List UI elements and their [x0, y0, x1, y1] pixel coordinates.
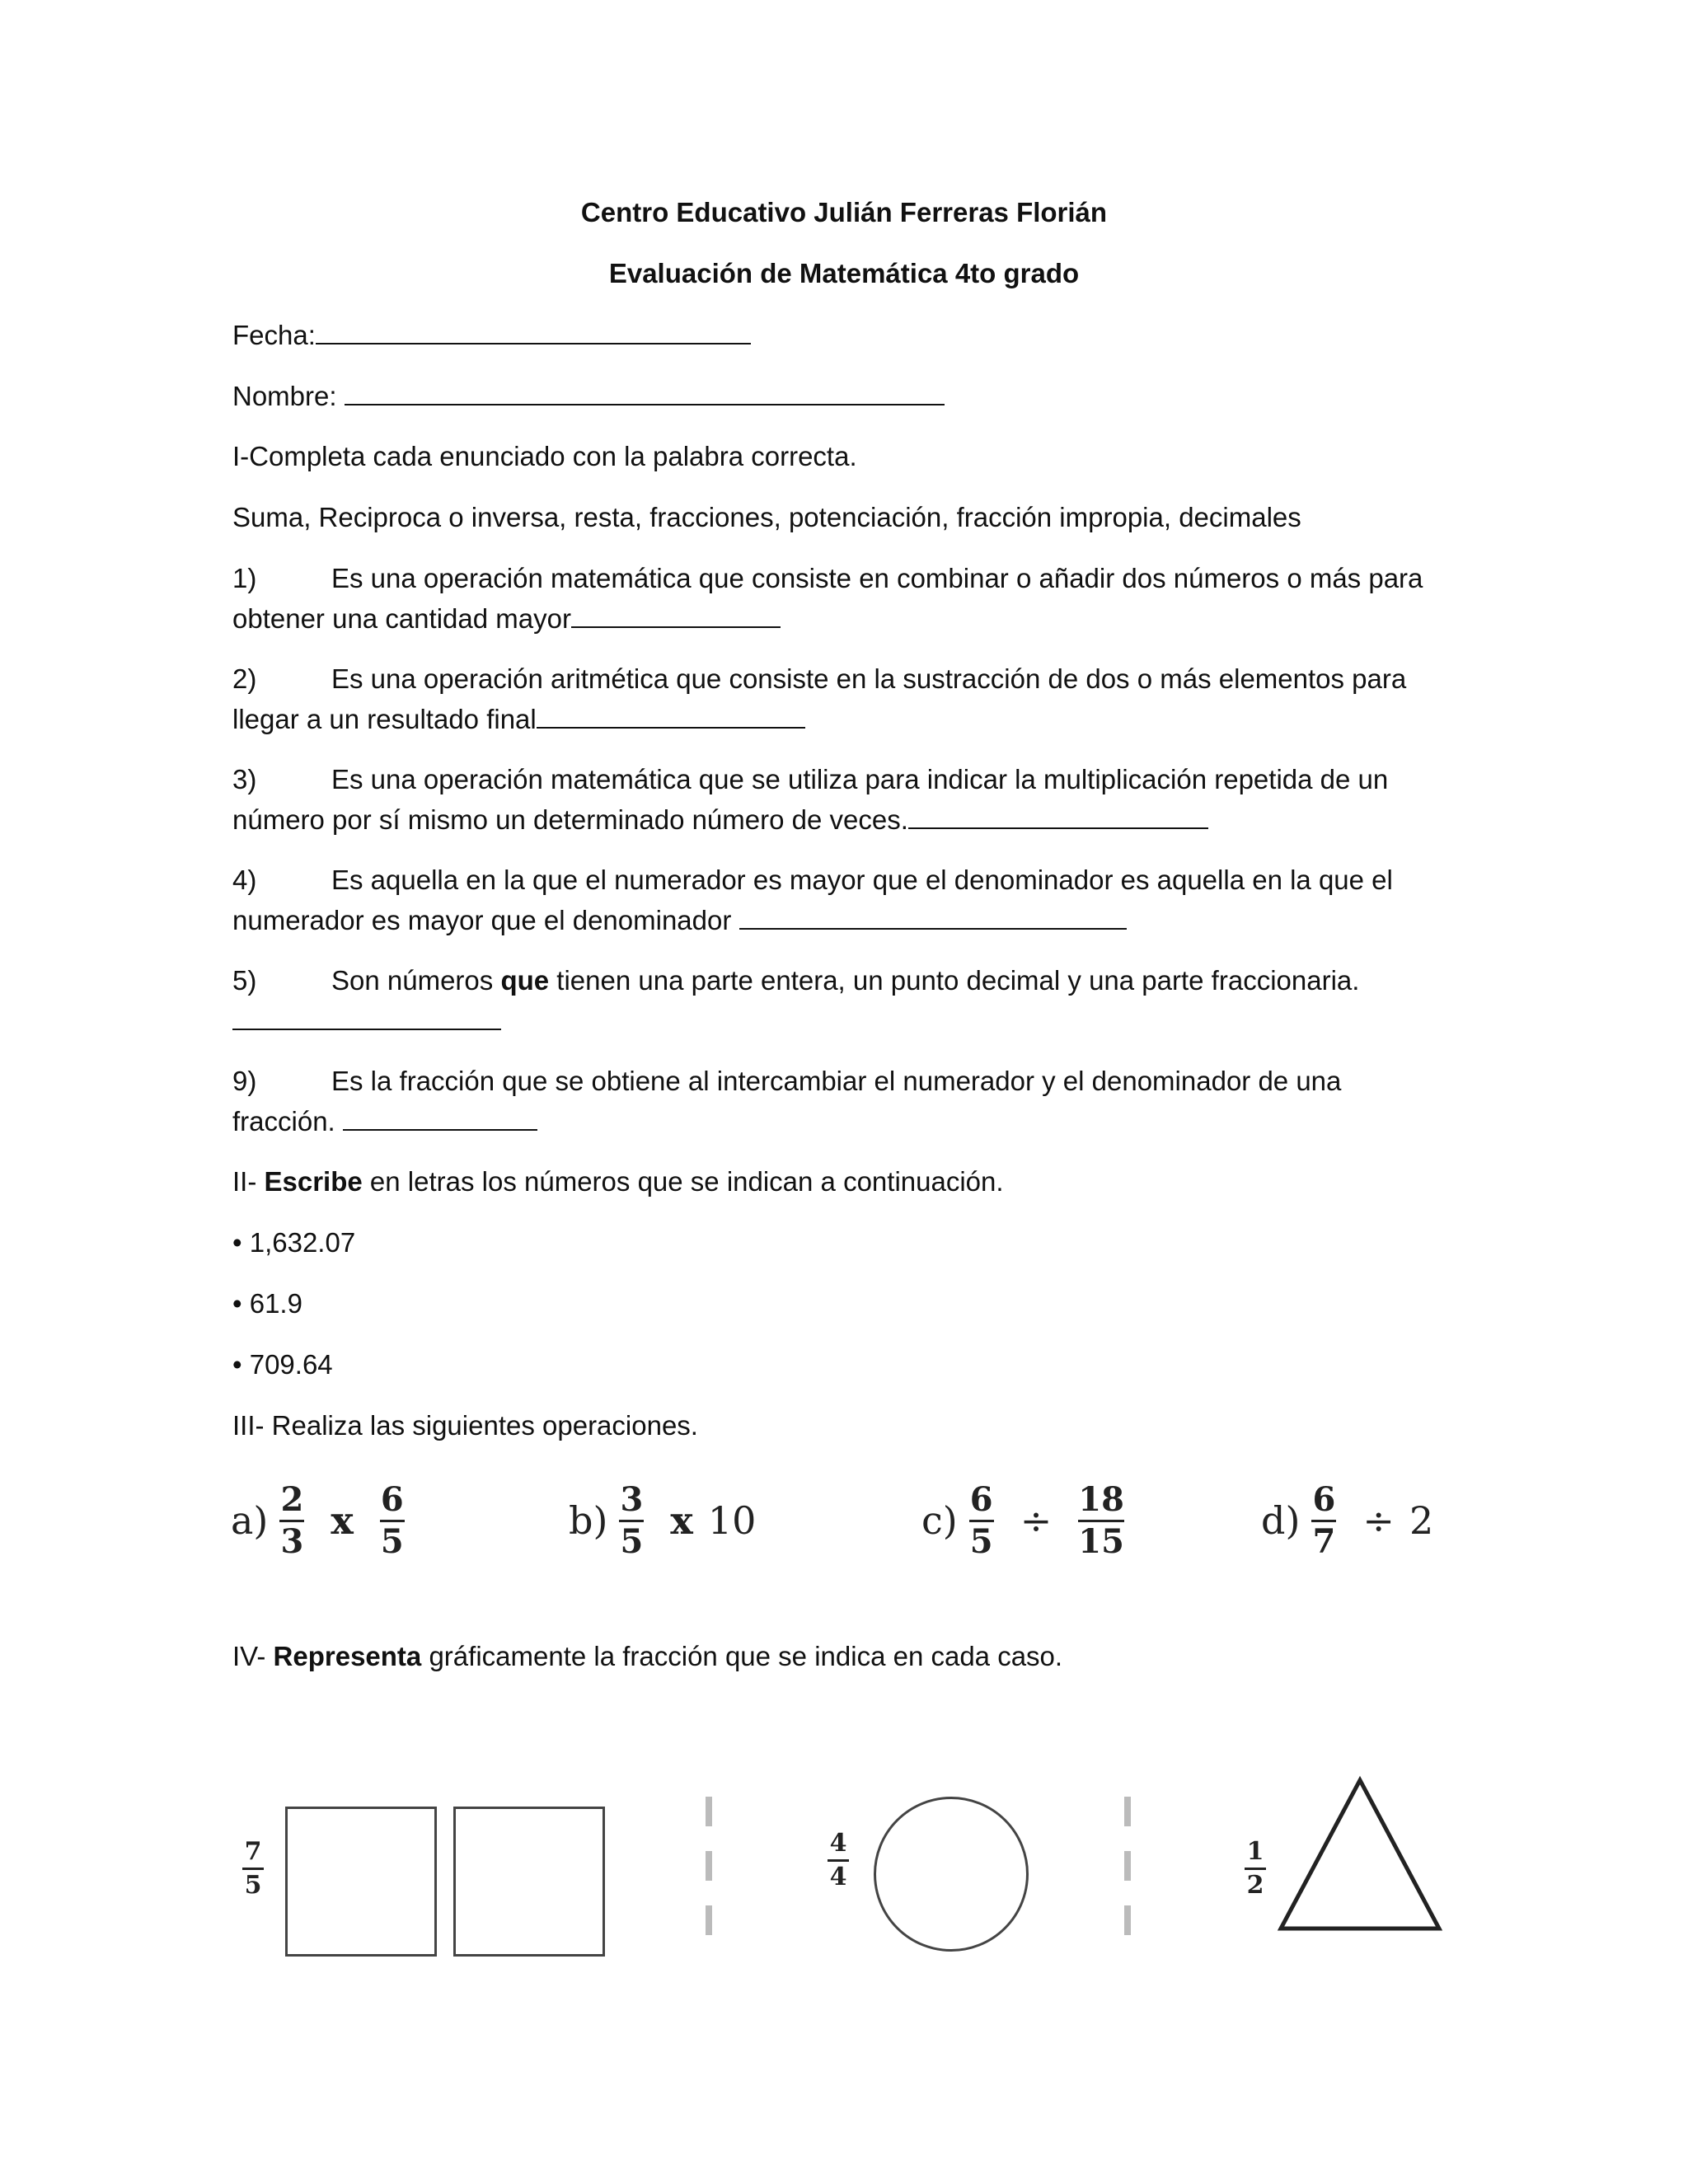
- operation-c-frac2: [1078, 1479, 1124, 1561]
- square-shape-2[interactable]: [453, 1807, 605, 1957]
- section2-title: [232, 1162, 1004, 1202]
- numerator: 3: [620, 1479, 644, 1519]
- number-item-3: • 709.64: [232, 1349, 333, 1380]
- item-4-line2: [232, 900, 1127, 940]
- operation-c-op: ÷: [1020, 1498, 1053, 1543]
- numerator: 2: [280, 1479, 304, 1519]
- item-2-text: Es una operación aritmética que consiste en la sustracción de dos o más elementos para: [331, 663, 1407, 694]
- item-2-line2: [232, 699, 805, 739]
- section3-title: III- Realiza las siguientes operaciones.: [232, 1410, 698, 1441]
- numerator: 6: [380, 1479, 404, 1519]
- operation-b: [569, 1467, 756, 1574]
- numerator: 4: [829, 1829, 847, 1858]
- separator-dash: [1124, 1851, 1131, 1881]
- item-5-blank[interactable]: [232, 1001, 501, 1030]
- denominator: 4: [829, 1863, 847, 1891]
- section2-bold: Escribe: [264, 1166, 363, 1197]
- numerator: 1: [1246, 1837, 1264, 1866]
- operation-c-frac1: [969, 1479, 994, 1561]
- item-2-blank[interactable]: [537, 699, 805, 729]
- operation-a: [231, 1467, 416, 1574]
- item-4-text: Es aquella en la que el numerador es mayor que el denominador es aquella en la que el: [331, 865, 1393, 895]
- operation-a-label: a): [231, 1498, 269, 1543]
- section1-title: I-Completa cada enunciado con la palabra correcta.: [232, 441, 857, 471]
- item-1-blank[interactable]: [571, 598, 781, 628]
- item-3-text2: número por sí mismo un determinado número de veces.: [232, 804, 908, 835]
- numerator: 18: [1078, 1479, 1124, 1519]
- denominator: 7: [1312, 1521, 1336, 1561]
- item-4-text2: numerador es mayor que el denominador: [232, 905, 739, 935]
- section4-rest: gráficamente la fracción que se indica en cada caso.: [421, 1641, 1063, 1671]
- shapes-area: [231, 1772, 1467, 1986]
- nombre-label: Nombre:: [232, 381, 345, 411]
- item-1-number: 1): [232, 563, 257, 593]
- word-bank: Suma, Reciproca o inversa, resta, fracciones, potenciación, fracción impropia, decimales: [232, 502, 1301, 532]
- item-9-line2: [232, 1101, 537, 1141]
- item-2-number: 2): [232, 663, 257, 694]
- item-4-number: 4): [232, 865, 257, 895]
- shape-fraction-2: [828, 1830, 849, 1891]
- page-title: Evaluación de Matemática 4to grado: [608, 258, 1080, 288]
- fecha-label: Fecha:: [232, 320, 316, 350]
- item-9-line1: [232, 1062, 1341, 1101]
- operation-b-whole: 10: [707, 1498, 757, 1543]
- operation-b-label: b): [569, 1498, 608, 1543]
- section4-prefix: IV-: [232, 1641, 274, 1671]
- numerator: 7: [244, 1837, 262, 1866]
- numerator: 6: [969, 1479, 993, 1519]
- separator-dash: [706, 1905, 712, 1935]
- separator-dash: [1124, 1797, 1131, 1826]
- item-9-number: 9): [232, 1066, 257, 1096]
- item-3-text: Es una operación matemática que se utiliza para indicar la multiplicación repetida de un: [331, 764, 1389, 794]
- operation-a-op: x: [331, 1498, 354, 1543]
- section4-bold: Representa: [273, 1641, 422, 1671]
- triangle-shape[interactable]: [1269, 1772, 1451, 1937]
- item-1-text: Es una operación matemática que consiste en combinar o añadir dos números o más para: [331, 563, 1423, 593]
- denominator: 5: [380, 1521, 404, 1561]
- school-name: Centro Educativo Julián Ferreras Florián: [580, 197, 1108, 227]
- separator-dash: [1124, 1905, 1131, 1935]
- circle-shape[interactable]: [874, 1797, 1029, 1952]
- operations-row: [231, 1467, 1467, 1574]
- item-3-blank[interactable]: [908, 799, 1208, 829]
- item-5-text-c: tienen una parte entera, un punto decimal y una parte fraccionaria.: [549, 965, 1360, 996]
- fecha-row: [232, 315, 751, 355]
- operation-c: [921, 1467, 1136, 1574]
- item-5-text-bold: que: [500, 965, 550, 996]
- shape-fraction-3: [1245, 1838, 1266, 1900]
- item-1-line1: [232, 559, 1423, 598]
- section4-title: [232, 1637, 1062, 1676]
- item-3-line2: [232, 799, 1208, 840]
- separator-dash: [706, 1851, 712, 1881]
- fecha-blank[interactable]: [316, 315, 751, 344]
- shape-fraction-1: [242, 1838, 264, 1900]
- denominator: 15: [1078, 1521, 1124, 1561]
- operation-a-frac1: [279, 1479, 304, 1561]
- number-item-1: • 1,632.07: [232, 1227, 356, 1258]
- square-shape-1[interactable]: [285, 1807, 437, 1957]
- item-2-text2: llegar a un resultado final: [232, 704, 537, 734]
- item-5-line2: [232, 1001, 501, 1041]
- operation-b-op: x: [670, 1498, 693, 1543]
- operation-d-whole: 2: [1409, 1498, 1434, 1543]
- denominator: 5: [969, 1521, 993, 1561]
- item-3-line1: [232, 760, 1388, 799]
- nombre-row: [232, 376, 945, 416]
- item-5-number: 5): [232, 965, 257, 996]
- number-item-2: • 61.9: [232, 1288, 302, 1319]
- section2-prefix: II-: [232, 1166, 265, 1197]
- item-4-blank[interactable]: [739, 900, 1127, 930]
- separator-dash: [706, 1797, 712, 1826]
- item-9-text2: fracción.: [232, 1106, 343, 1137]
- section2-rest: en letras los números que se indican a continuación.: [362, 1166, 1004, 1197]
- denominator: 5: [244, 1871, 262, 1900]
- operation-d: [1261, 1467, 1433, 1574]
- item-1-text2: obtener una cantidad mayor: [232, 603, 571, 634]
- operation-d-label: d): [1261, 1498, 1301, 1543]
- item-3-number: 3): [232, 764, 257, 794]
- denominator: 3: [280, 1521, 304, 1561]
- operation-d-frac1: [1311, 1479, 1336, 1561]
- item-1-line2: [232, 598, 781, 639]
- nombre-blank[interactable]: [345, 376, 945, 405]
- numerator: 6: [1312, 1479, 1336, 1519]
- item-5-text-a: Son números: [331, 965, 501, 996]
- item-5-line1: [232, 961, 1359, 1001]
- item-9-text: Es la fracción que se obtiene al intercambiar el numerador y el denominador de una: [331, 1066, 1342, 1096]
- operation-a-frac2: [380, 1479, 405, 1561]
- item-9-blank[interactable]: [343, 1101, 537, 1131]
- operation-c-label: c): [921, 1498, 958, 1543]
- item-4-line1: [232, 860, 1393, 900]
- operation-d-op: ÷: [1362, 1498, 1395, 1543]
- item-2-line1: [232, 659, 1406, 699]
- operation-b-frac1: [619, 1479, 644, 1561]
- denominator: 5: [620, 1521, 644, 1561]
- denominator: 2: [1246, 1871, 1264, 1900]
